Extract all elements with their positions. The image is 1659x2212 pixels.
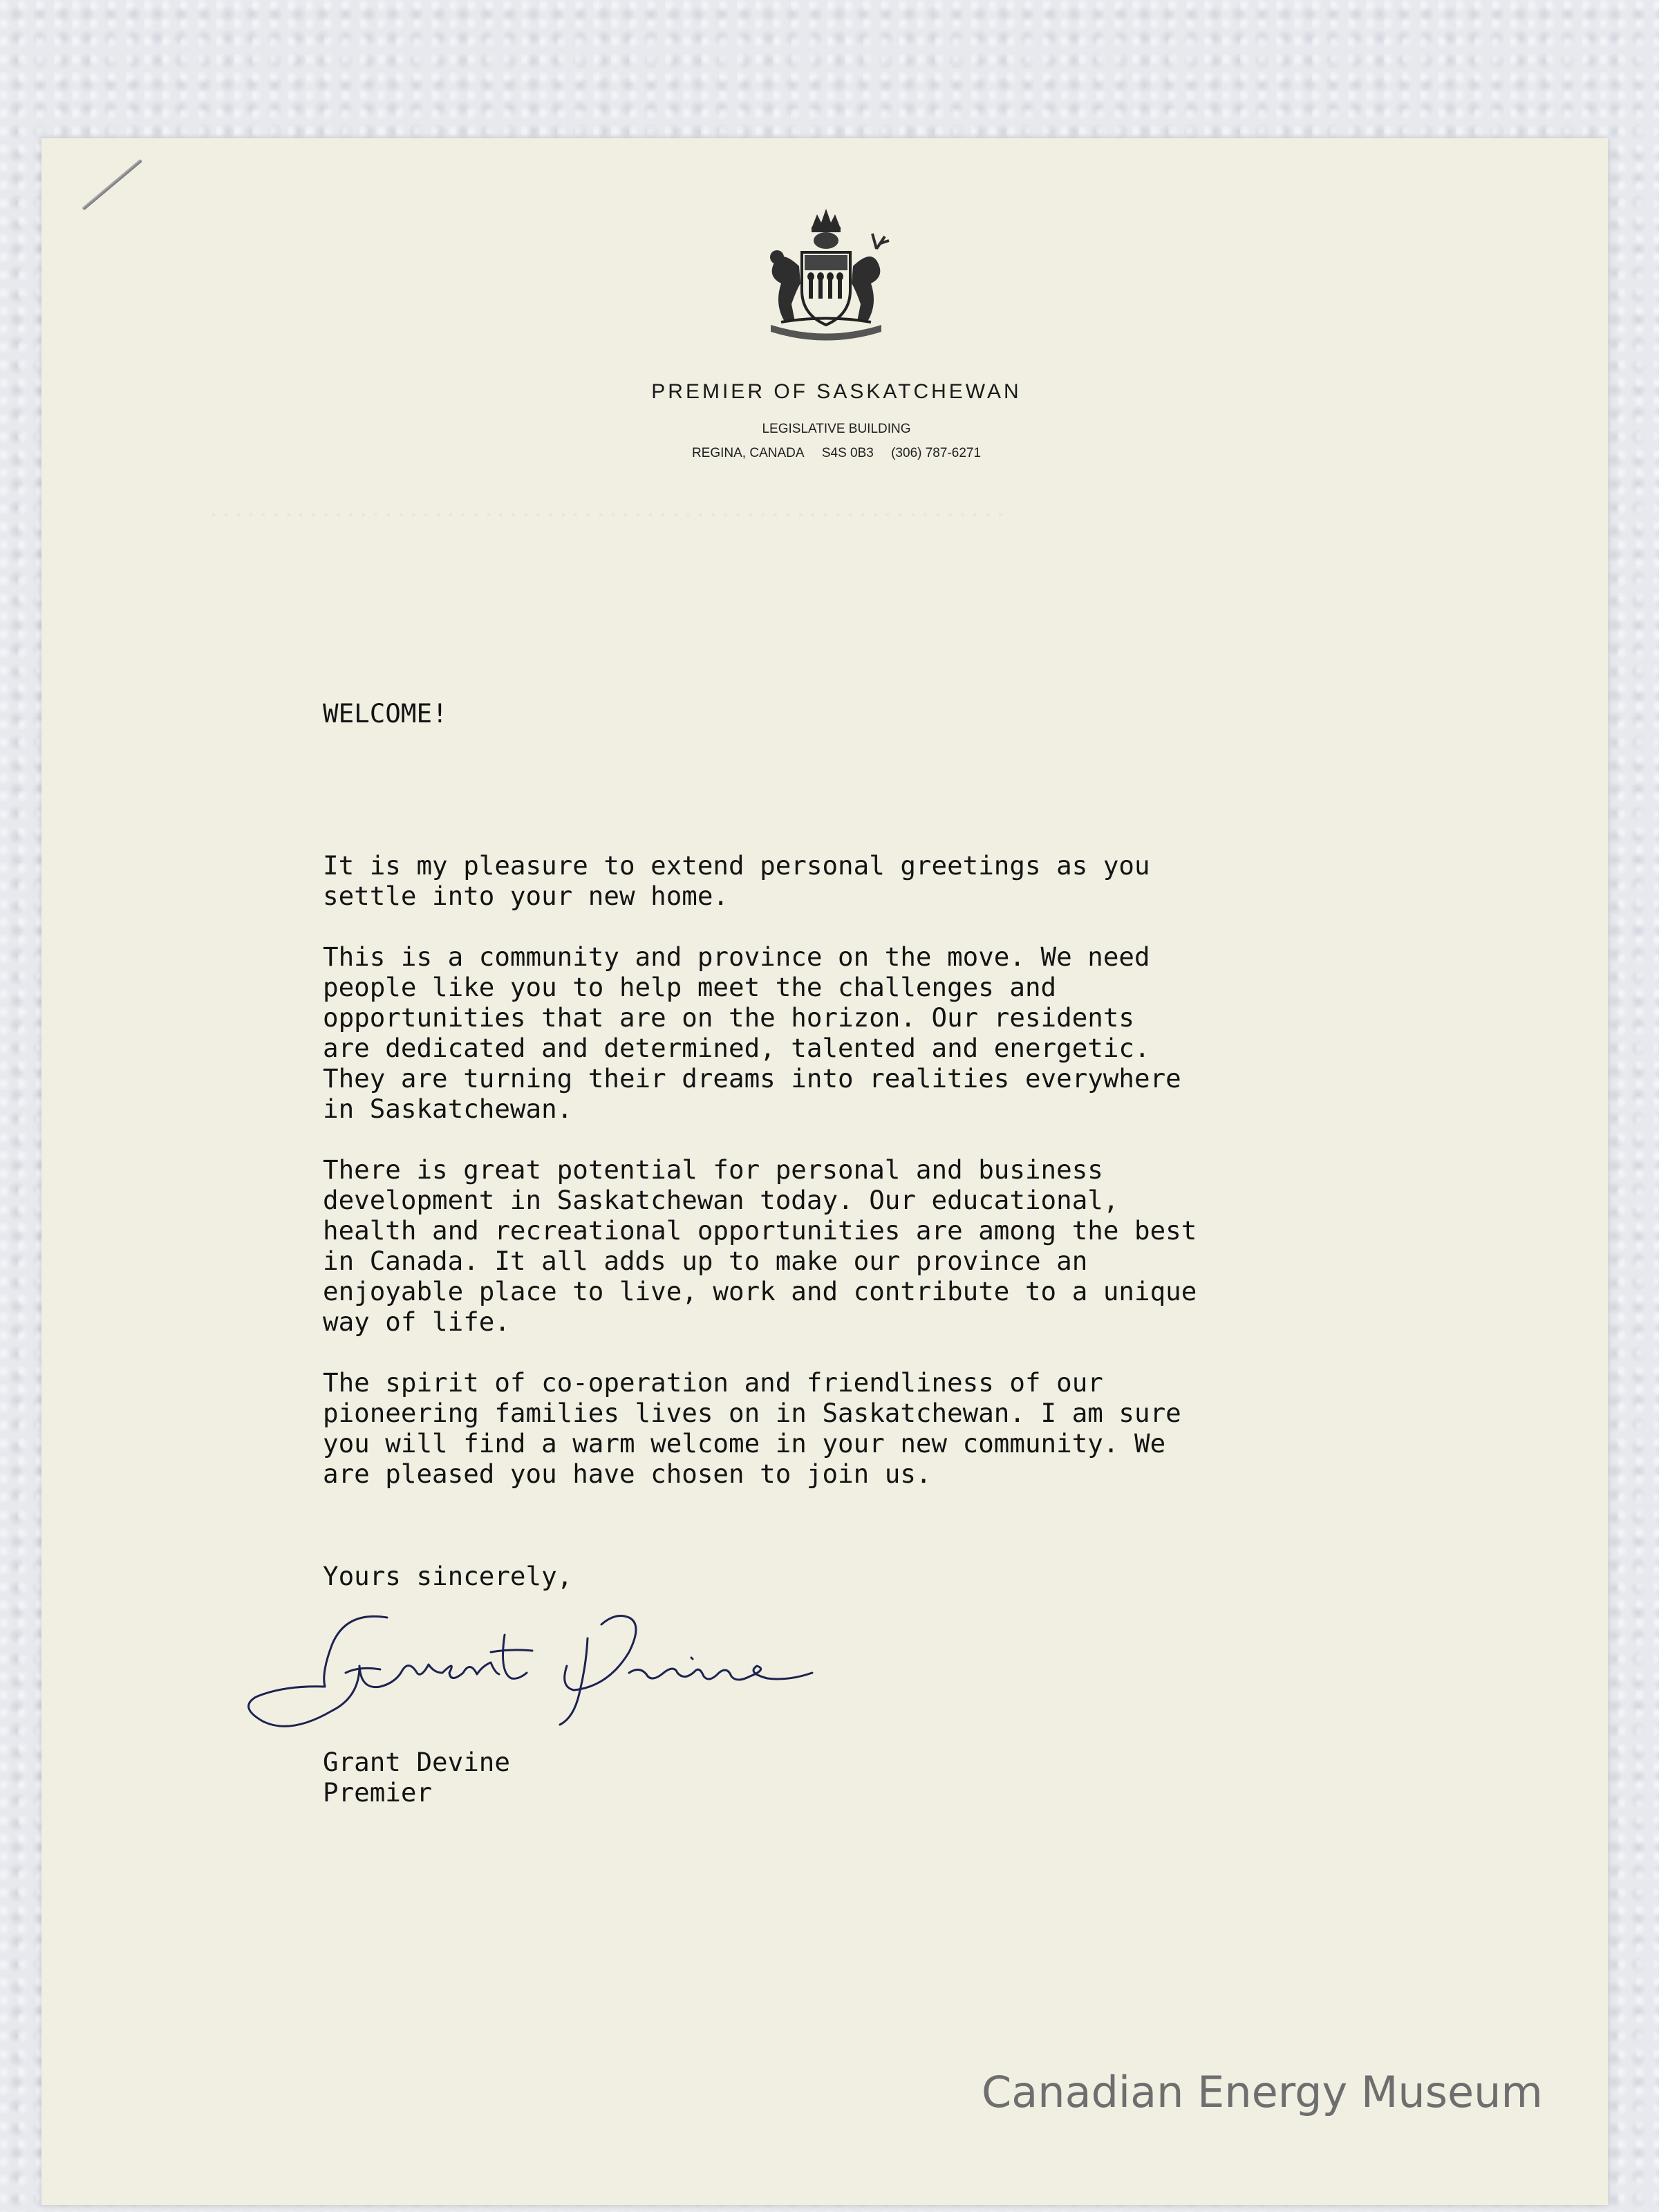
text-line: pioneering families lives on in Saskatchewan. I am sure [323,1398,1181,1428]
address-city: REGINA, CANADA [691,446,805,460]
saskatchewan-coat-of-arms-icon [753,200,899,346]
text-line: The spirit of co-operation and friendliness of our [323,1367,1103,1398]
watermark: Canadian Energy Museum [982,2067,1543,2117]
address-phone: (306) 787-6271 [891,446,982,460]
text-line: It is my pleasure to extend personal greetings as you [323,850,1150,881]
signature-text: Grant Devine [242,1569,247,1570]
closing: Yours sincerely, [323,1561,573,1591]
greeting: WELCOME! [323,698,448,729]
letter-body [323,698,1429,1519]
text-line: people like you to help meet the challenges and [323,972,1057,1002]
text-line: opportunities that are on the horizon. Our residents [323,1002,1134,1033]
signer-title: Premier [323,1777,433,1808]
paragraph-4 [323,1367,1429,1489]
text-line: in Canada. It all adds up to make our province an [323,1246,1088,1276]
text-line: enjoyable place to live, work and contribute to a unique [323,1276,1197,1306]
show-through-text: ................................................................ [207,498,1006,522]
text-line: are pleased you have chosen to join us. [323,1459,932,1489]
letterhead-address [0,446,1659,461]
text-line: settle into your new home. [323,881,729,911]
signer-block [323,1747,510,1808]
handwritten-signature [242,1569,823,1749]
text-line: There is great potential for personal and business [323,1154,1103,1185]
paragraph-1 [323,850,1429,911]
signer-name: Grant Devine [323,1747,510,1777]
letterhead-title: PREMIER OF SASKATCHEWAN [651,380,1022,403]
text-line: development in Saskatchewan today. Our educational, [323,1185,1119,1215]
text-line: They are turning their dreams into realities everywhere [323,1063,1181,1094]
text-line: This is a community and province on the move. We need [323,941,1150,972]
text-line: health and recreational opportunities are among the best [323,1215,1197,1246]
text-line: you will find a warm welcome in your new community. We [323,1428,1166,1459]
text-line: in Saskatchewan. [323,1094,573,1124]
address-postal-code: S4S 0B3 [821,446,874,460]
letterhead-building: LEGISLATIVE BUILDING [762,422,911,436]
paragraph-3 [323,1154,1429,1337]
text-line: way of life. [323,1306,510,1337]
text-line: are dedicated and determined, talented and energetic. [323,1033,1150,1063]
paragraph-2 [323,941,1429,1124]
